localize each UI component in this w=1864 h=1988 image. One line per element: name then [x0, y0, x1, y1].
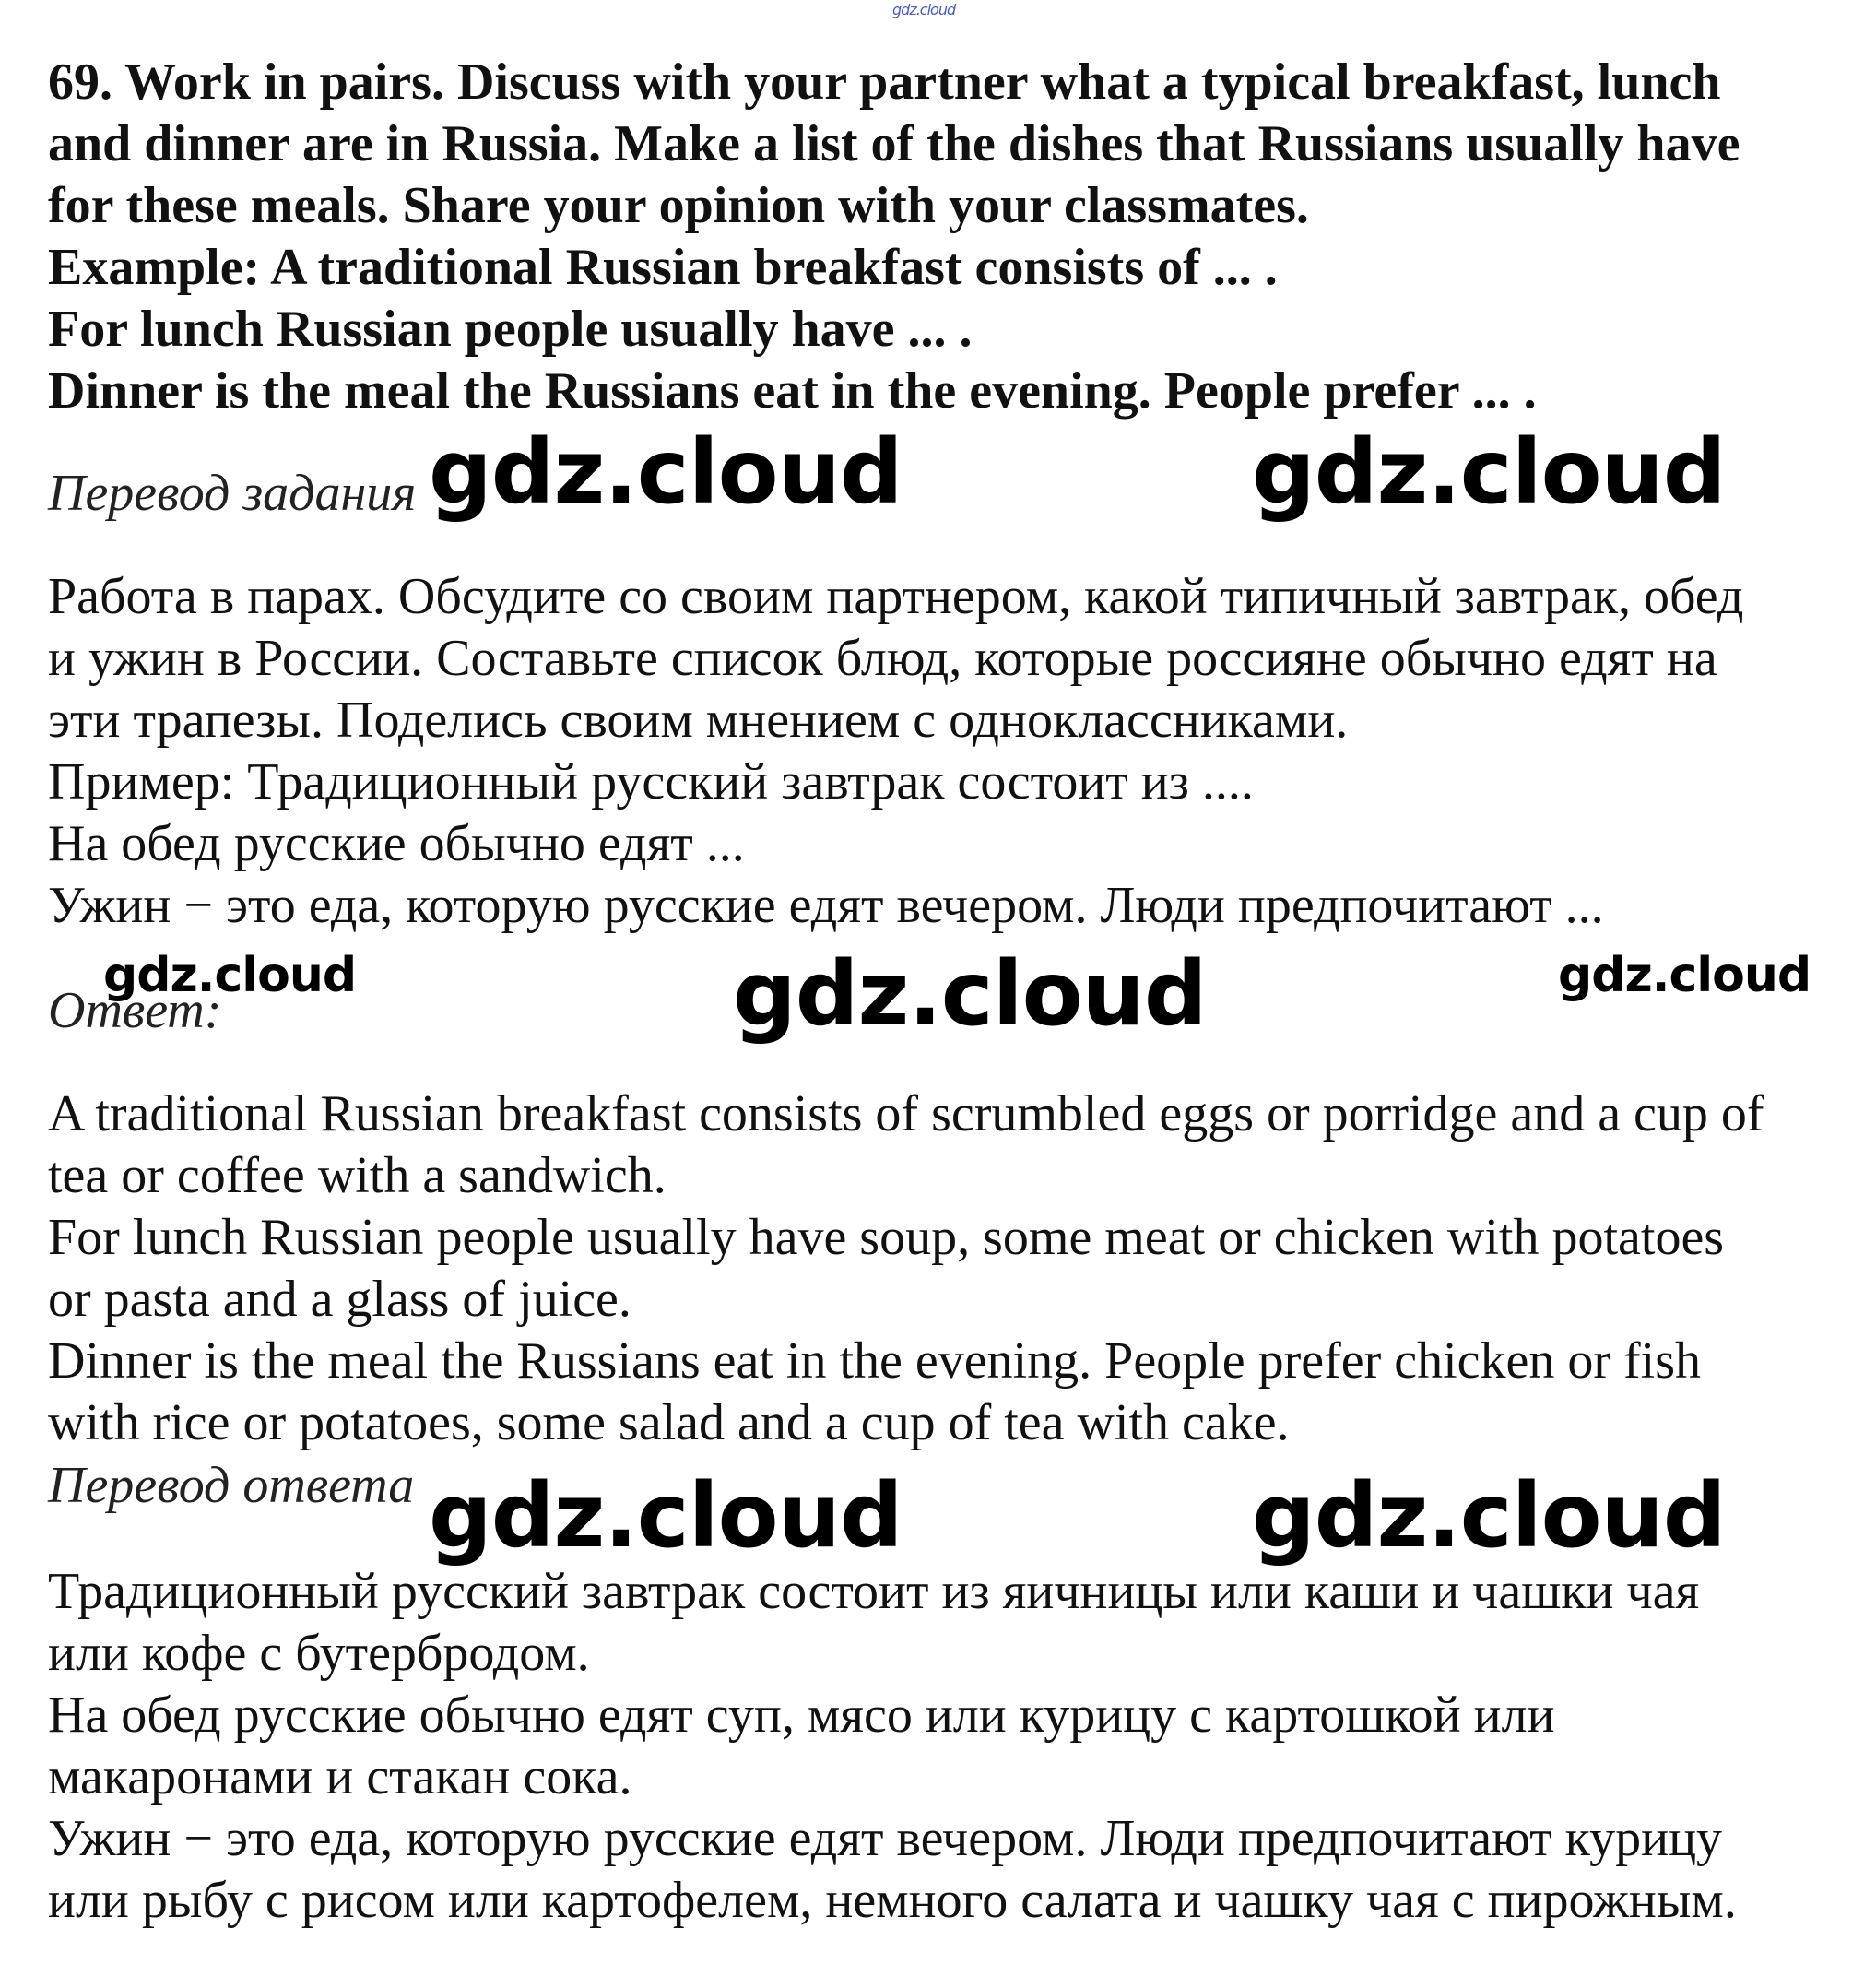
- watermark-large: gdz.cloud: [733, 942, 1207, 1046]
- task-line: Example: A traditional Russian breakfast consists of ... .: [48, 239, 1278, 296]
- task-translation-line: На обед русские обычно едят ...: [48, 815, 745, 872]
- watermark-large: gdz.cloud: [429, 420, 903, 524]
- answer-line: with rice or potatoes, some salad and a cup of tea with cake.: [48, 1394, 1290, 1451]
- answer-translation-line: макаронами и стакан сока.: [48, 1748, 632, 1805]
- watermark-large: gdz.cloud: [1252, 1464, 1726, 1568]
- task-translation-line: Ужин − это еда, которую русские едят вечером. Люди предпочитают ...: [48, 877, 1604, 934]
- task-translation-line: Пример: Традиционный русский завтрак состоит из ....: [48, 753, 1254, 811]
- answer-translation-line: На обед русские обычно едят суп, мясо или курицу с картошкой или: [48, 1686, 1555, 1744]
- task-translation-line: Работа в парах. Обсудите со своим партнером, какой типичный завтрак, обед: [48, 568, 1744, 625]
- task-line: and dinner are in Russia. Make a list of the dishes that Russians usually have: [48, 115, 1740, 172]
- answer-translation-heading: Перевод ответа: [48, 1457, 415, 1514]
- task-line: 69. Work in pairs. Discuss with your partner what a typical breakfast, lunch: [48, 53, 1721, 111]
- watermark-large: gdz.cloud: [1252, 420, 1726, 524]
- task-line: for these meals. Share your opinion with your classmates.: [48, 177, 1309, 234]
- answer-line: Dinner is the meal the Russians eat in the evening. People prefer chicken or fish: [48, 1332, 1702, 1390]
- answer-line: tea or coffee with a sandwich.: [48, 1147, 667, 1204]
- task-translation-line: эти трапезы. Поделись своим мнением с одноклассниками.: [48, 692, 1349, 749]
- task-line: Dinner is the meal the Russians eat in the evening. People prefer ... .: [48, 362, 1537, 420]
- answer-line: or pasta and a glass of juice.: [48, 1271, 631, 1328]
- answer-translation-line: или кофе с бутербродом.: [48, 1625, 590, 1682]
- watermark-large: gdz.cloud: [429, 1464, 903, 1568]
- answer-heading: Ответ:: [48, 982, 222, 1039]
- task-translation-heading: Перевод задания: [48, 465, 417, 522]
- task-line: For lunch Russian people usually have ... .: [48, 301, 973, 358]
- answer-translation-line: Традиционный русский завтрак состоит из яичницы или каши и чашки чая: [48, 1563, 1700, 1620]
- watermark-small: gdz.cloud: [1558, 948, 1811, 1003]
- task-translation-line: и ужин в России. Составьте список блюд, которые россияне обычно едят на: [48, 630, 1717, 687]
- answer-translation-line: Ужин − это еда, которую русские едят вечером. Люди предпочитают курицу: [48, 1810, 1723, 1867]
- watermark-tiny: gdz.cloud: [892, 1, 956, 18]
- answer-line: For lunch Russian people usually have soup, some meat or chicken with potatoes: [48, 1209, 1725, 1266]
- answer-line: A traditional Russian breakfast consists of scrumbled eggs or porridge and a cup of: [48, 1085, 1764, 1142]
- watermark-small: gdz.cloud: [103, 948, 357, 1003]
- answer-translation-line: или рыбу с рисом или картофелем, немного салата и чашку чая с пирожным.: [48, 1872, 1737, 1929]
